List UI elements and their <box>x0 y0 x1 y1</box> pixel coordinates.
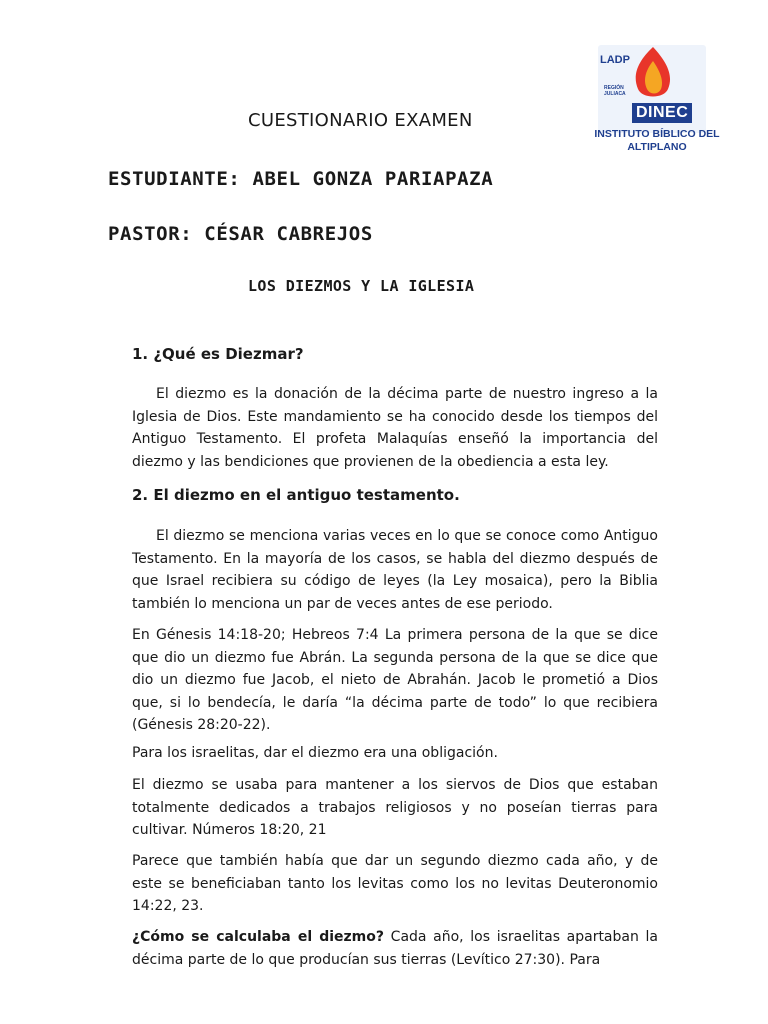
logo-ladp-text: LADP <box>600 54 630 66</box>
pastor-line: PASTOR: CÉSAR CABREJOS <box>108 223 373 245</box>
logo-institute-name: INSTITUTO BÍBLICO DEL ALTIPLANO <box>594 128 720 153</box>
paragraph: Parece que también había que dar un segundo diezmo cada año, y de este se beneficiaban tanto los levitas como los no levitas Deuteronomio 14:22, 23. <box>132 853 658 914</box>
paragraph <box>132 926 658 971</box>
inline-question: ¿Cómo se calculaba el diezmo? <box>132 929 385 945</box>
paragraph: En Génesis 14:18-20; Hebreos 7:4 La primera persona de la que se dice que dio un diezmo fue Abrán. La segunda persona de la que se dice que dio un diezmo fue Jacob, el nieto de Abrahán. Jacob le prometió a Dios que, si lo bendecía, le daría “la décima parte de todo” lo que recibiera (Génesis 28:20-22). <box>132 627 658 733</box>
logo-region-text: REGIÓN JULIACA <box>604 85 626 97</box>
institute-logo <box>588 40 728 160</box>
paragraph: Para los israelitas, dar el diezmo era una obligación. <box>132 745 498 761</box>
page-title: CUESTIONARIO EXAMEN <box>248 110 473 131</box>
paragraph: El diezmo es la donación de la décima parte de nuestro ingreso a la Iglesia de Dios. Este mandamiento se ha conocido desde los tiempos del Antiguo Testamento. El profeta Malaquías enseñó la importancia del diezmo y las bendiciones que provienen de la obediencia a esta ley. <box>132 386 658 470</box>
logo-dinec-text: DINEC <box>632 103 692 123</box>
flame-icon <box>628 45 678 103</box>
section-heading: 2. El diezmo en el antiguo testamento. <box>132 486 460 504</box>
paragraph: El diezmo se menciona varias veces en lo que se conoce como Antiguo Testamento. En la mayoría de los casos, se habla del diezmo después de que Israel recibiera su código de leyes (la Ley mosaica), pero la Biblia también lo menciona un par de veces antes de ese periodo. <box>132 528 658 612</box>
topic-title: LOS DIEZMOS Y LA IGLESIA <box>248 277 475 295</box>
section-heading: 1. ¿Qué es Diezmar? <box>132 345 304 363</box>
student-line: ESTUDIANTE: ABEL GONZA PARIAPAZA <box>108 168 494 190</box>
paragraph: El diezmo se usaba para mantener a los siervos de Dios que estaban totalmente dedicados a trabajos religiosos y no poseían tierras para cultivar. Números 18:20, 21 <box>132 777 658 838</box>
paragraph-text: Cada año, los israelitas apartaban la décima parte de lo que producían sus tierras (Levítico 27:30). Para <box>132 929 658 968</box>
